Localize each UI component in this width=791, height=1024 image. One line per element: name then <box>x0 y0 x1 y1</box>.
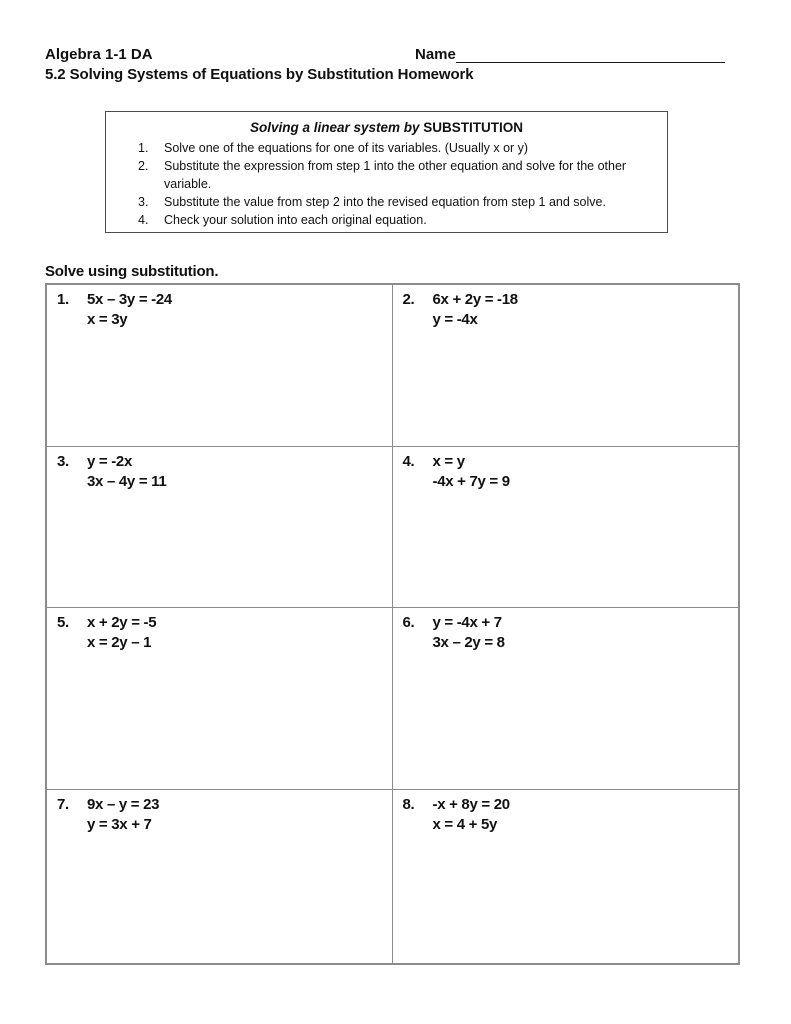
name-blank-line <box>456 45 725 63</box>
name-label: Name <box>415 46 456 63</box>
problem-equations <box>87 452 166 492</box>
problem-number: 4. <box>402 453 415 470</box>
step-text: Check your solution into each original equation. <box>164 213 427 227</box>
problem-equations <box>87 290 172 330</box>
equation-line: 3x – 2y = 8 <box>432 634 505 651</box>
problem-equations <box>87 613 156 653</box>
problem-number: 5. <box>57 614 69 631</box>
equation-line: x = 2y – 1 <box>87 634 152 651</box>
problem-cell-1 <box>47 285 393 447</box>
equation-line: x = 3y <box>87 311 128 328</box>
course-label: Algebra 1-1 DA <box>45 46 153 63</box>
equation-line: x + 2y = -5 <box>87 614 157 631</box>
equation-line: y = -4x + 7 <box>432 614 502 631</box>
name-field <box>415 45 725 65</box>
instructions-title <box>106 119 667 136</box>
step-text: Substitute the expression from step 1 into the other equation and solve for the other variable. <box>164 159 627 191</box>
problem-number: 8. <box>402 796 415 813</box>
section-heading: Solve using substitution. <box>45 263 219 280</box>
step-number: 2. <box>138 159 149 173</box>
equation-line: -x + 8y = 20 <box>432 796 510 813</box>
step-text: Substitute the value from step 2 into the revised equation from step 1 and solve. <box>164 195 606 209</box>
problem-cell-6 <box>393 608 739 790</box>
equation-line: 5x – 3y = -24 <box>87 291 172 308</box>
problem-cell-7 <box>47 790 393 963</box>
problems-table <box>45 283 740 965</box>
problem-equations <box>433 613 505 653</box>
equation-line: 9x – y = 23 <box>87 796 160 813</box>
problem-cell-4 <box>393 447 739 608</box>
problem-number: 1. <box>57 291 69 308</box>
problem-equations <box>433 290 518 330</box>
instruction-step <box>106 211 667 229</box>
equation-line: y = -2x <box>87 453 133 470</box>
instructions-steps-list <box>106 139 667 229</box>
problem-equations <box>433 452 510 492</box>
problem-cell-2 <box>393 285 739 447</box>
instructions-title-italic: Solving a linear system by <box>249 120 420 135</box>
header-row <box>45 45 740 65</box>
problem-number: 2. <box>402 291 415 308</box>
problem-equations <box>433 795 510 835</box>
step-number: 1. <box>138 141 149 155</box>
problem-cell-8 <box>393 790 739 963</box>
equation-line: 3x – 4y = 11 <box>87 473 167 490</box>
problem-number: 7. <box>57 796 69 813</box>
instruction-step <box>106 193 667 211</box>
step-text: Solve one of the equations for one of its variables. (Usually x or y) <box>164 141 529 155</box>
worksheet-title: 5.2 Solving Systems of Equations by Substitution Homework <box>45 66 474 83</box>
equation-line: -4x + 7y = 9 <box>432 473 510 490</box>
instructions-box <box>105 111 668 233</box>
instruction-step <box>106 157 667 193</box>
instruction-step <box>106 139 667 157</box>
equation-line: y = 3x + 7 <box>87 816 152 833</box>
equation-line: x = y <box>432 453 465 470</box>
problem-cell-5 <box>47 608 393 790</box>
step-number: 3. <box>138 195 149 209</box>
problem-cell-3 <box>47 447 393 608</box>
equation-line: x = 4 + 5y <box>432 816 498 833</box>
problem-number: 6. <box>402 614 415 631</box>
equation-line: 6x + 2y = -18 <box>432 291 518 308</box>
step-number: 4. <box>138 213 149 227</box>
problem-equations <box>87 795 159 835</box>
instructions-title-bold: SUBSTITUTION <box>423 120 524 135</box>
problem-number: 3. <box>57 453 69 470</box>
equation-line: y = -4x <box>432 311 478 328</box>
